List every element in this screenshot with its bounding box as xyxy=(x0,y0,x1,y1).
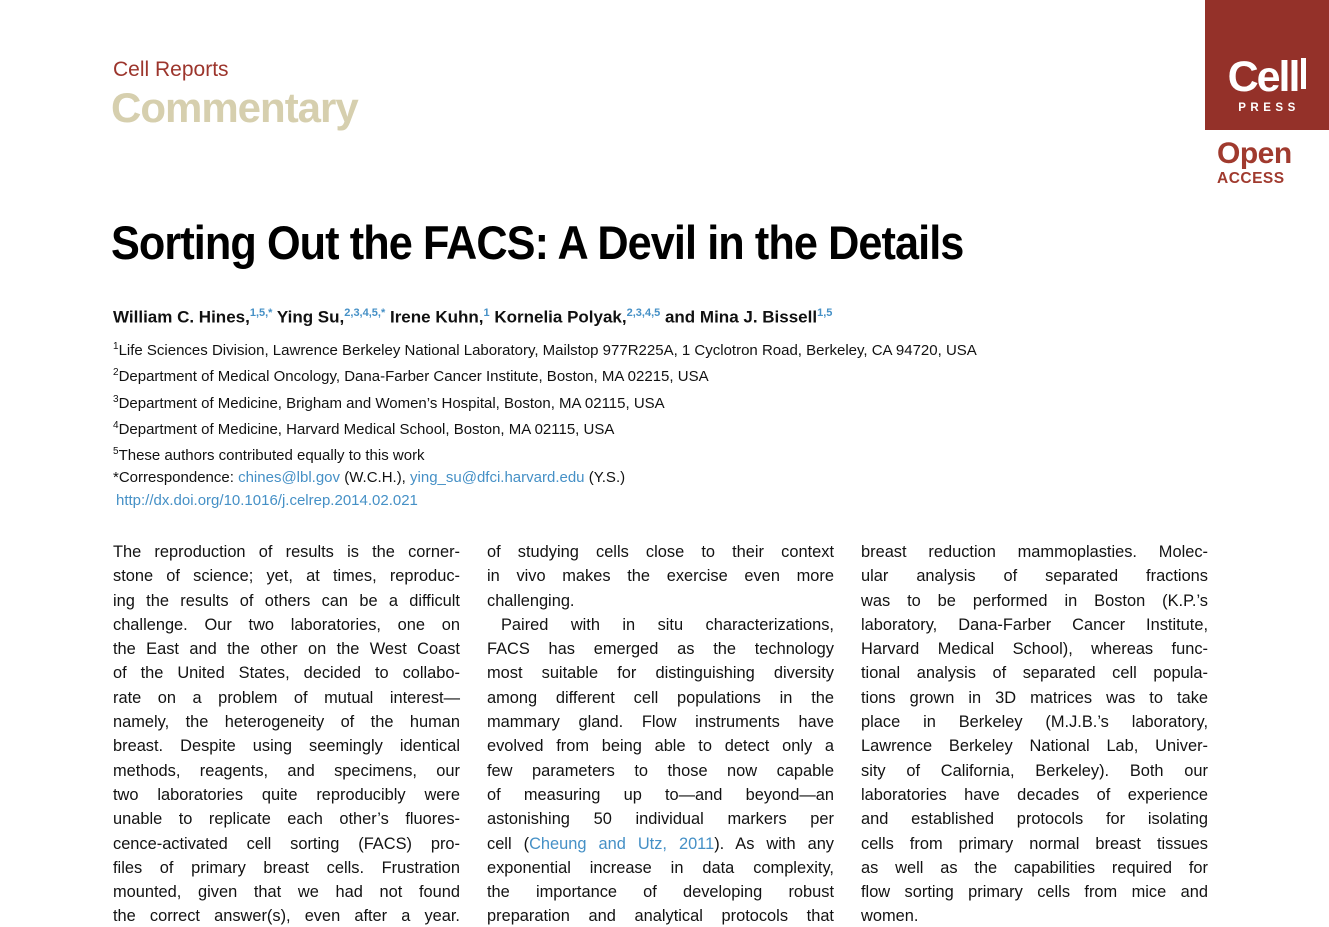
text-line: two laboratories quite reproducibly were xyxy=(113,785,460,804)
text-line: of measuring up to—and beyond—an xyxy=(487,785,834,804)
text-line: The reproduction of results is the corner- xyxy=(113,543,460,561)
author-superscript: 1,5 xyxy=(817,307,833,319)
cell-wordmark-text: Cell xyxy=(1227,53,1299,101)
text-line: flow sorting primary cells from mice and xyxy=(861,883,1208,902)
press-label: PRESS xyxy=(1238,102,1300,114)
text-fragment: ). As with any xyxy=(714,834,835,853)
article-type-label: Commentary xyxy=(111,84,358,131)
author-name: Irene Kuhn, xyxy=(385,307,484,327)
text-line: Harvard Medical School), whereas func- xyxy=(861,640,1208,659)
text-line: unable to replicate each other’s fluores- xyxy=(113,810,460,829)
text-line: stone of science; yet, at times, reproduc- xyxy=(113,567,460,586)
text-line: laboratory, Dana-Farber Cancer Institute, xyxy=(861,615,1208,634)
text-line: of the United States, decided to collabo- xyxy=(113,664,460,683)
text-line: files of primary breast cells. Frustration xyxy=(113,858,460,877)
affiliation-text: Department of Medicine, Brigham and Women’s Hospital, Boston, MA 02115, USA xyxy=(118,394,665,412)
cell-wordmark xyxy=(1205,53,1329,101)
text-line: ular analysis of separated fractions xyxy=(861,567,1208,586)
text-line: exponential increase in data complexity, xyxy=(487,858,834,877)
correspondence-text: *Correspondence: xyxy=(113,469,239,487)
doi-link[interactable]: http://dx.doi.org/10.1016/j.celrep.2014.02.021 xyxy=(116,491,418,509)
affiliation-line xyxy=(113,415,977,441)
text-line: namely, the heterogeneity of the human xyxy=(113,713,460,732)
author-name: Ying Su, xyxy=(272,307,345,327)
frontmatter xyxy=(113,336,977,512)
text-line: the East and the other on the West Coast xyxy=(113,640,460,659)
affiliation-line xyxy=(113,441,977,467)
text-line: rate on a problem of mutual interest— xyxy=(113,688,460,707)
text-line: few parameters to those now capable xyxy=(487,761,834,780)
affiliation-line xyxy=(113,362,977,388)
affiliation-text: These authors contributed equally to this work xyxy=(118,447,425,465)
affiliation-text: Department of Medical Oncology, Dana-Farber Cancer Institute, Boston, MA 02215, USA xyxy=(118,368,709,386)
text-line: tional analysis of separated cell popula- xyxy=(861,664,1208,683)
author-superscript: 1 xyxy=(483,307,490,319)
open-access-badge xyxy=(1217,138,1292,188)
text-line: cells from primary normal breast tissues xyxy=(861,834,1208,853)
text-line: women. xyxy=(861,907,919,926)
text-line: as well as the capabilities required for xyxy=(861,858,1208,877)
text-line: Paired with in situ characterizations, xyxy=(501,615,834,634)
text-line: ing the results of others can be a difficult xyxy=(113,591,460,610)
body-column-1 xyxy=(113,540,460,927)
affiliation-superscript: 1 xyxy=(113,341,119,352)
authors-line xyxy=(113,307,832,328)
cellpress-logo xyxy=(1205,0,1329,130)
text-line: laboratories have decades of experience xyxy=(861,785,1208,804)
text-line: mounted, given that we had not found xyxy=(113,883,460,902)
affiliation-superscript: 4 xyxy=(113,419,119,431)
text-line: in vivo makes the exercise even more xyxy=(487,567,834,586)
author-name: and Mina J. Bissell xyxy=(660,307,818,327)
cell-logo-bar-icon xyxy=(1301,58,1306,89)
text-line: the correct answer(s), even after a year. xyxy=(113,907,460,926)
correspondence-line xyxy=(113,467,977,489)
affiliation-line xyxy=(113,336,977,362)
author-name: Kornelia Polyak, xyxy=(489,307,627,327)
email-link[interactable]: chines@lbl.gov xyxy=(238,469,341,487)
affiliation-text: Department of Medicine, Harvard Medical School, Boston, MA 02115, USA xyxy=(118,420,615,438)
text-line: place in Berkeley (M.J.B.’s laboratory, xyxy=(861,713,1208,732)
journal-name: Cell Reports xyxy=(113,58,229,81)
text-line: evolved from being able to detect only a xyxy=(487,737,834,756)
body-columns xyxy=(113,540,1208,927)
affiliation-superscript: 3 xyxy=(113,393,119,405)
access-label: ACCESS xyxy=(1217,169,1285,187)
text-line: mammary gland. Flow instruments have xyxy=(487,713,834,732)
text-line: breast reduction mammoplasties. Molec- xyxy=(861,543,1208,561)
body-column-2 xyxy=(487,540,834,927)
correspondence-text: (W.C.H.), xyxy=(340,469,411,487)
open-label: Open xyxy=(1217,137,1292,170)
text-line: was to be performed in Boston (K.P.’s xyxy=(861,591,1208,610)
body-column-3 xyxy=(861,540,1208,927)
text-line xyxy=(487,832,834,856)
article-title: Sorting Out the FACS: A Devil in the Details xyxy=(111,216,964,269)
text-line: challenging. xyxy=(487,591,575,610)
affiliation-text: Life Sciences Division, Lawrence Berkeley National Laboratory, Mailstop 977R225A, 1 Cyclotron Road, Berkeley, CA 94720, USA xyxy=(118,342,977,359)
text-line: of studying cells close to their context xyxy=(487,543,834,561)
text-line: astonishing 50 individual markers per xyxy=(487,810,834,829)
affiliations xyxy=(113,336,977,467)
author-superscript: 2,3,4,5,* xyxy=(344,307,386,319)
affiliation-superscript: 5 xyxy=(113,446,119,458)
doi-line xyxy=(113,490,977,512)
text-line: challenge. Our two laboratories, one on xyxy=(113,615,460,634)
text-line: tions grown in 3D matrices was to take xyxy=(861,688,1208,707)
correspondence-text: (Y.S.) xyxy=(584,469,626,487)
text-line: most suitable for distinguishing diversity xyxy=(487,664,834,683)
text-line: breast. Despite using seemingly identical xyxy=(113,737,460,756)
text-line: the importance of developing robust xyxy=(487,883,834,902)
author-superscript: 2,3,4,5 xyxy=(626,307,661,319)
affiliation-superscript: 2 xyxy=(113,367,119,379)
affiliation-line xyxy=(113,389,977,415)
text-line: preparation and analytical protocols that xyxy=(487,907,834,926)
text-line: cence-activated cell sorting (FACS) pro- xyxy=(113,834,460,853)
text-line: sity of California, Berkeley). Both our xyxy=(861,761,1208,780)
text-line: methods, reagents, and specimens, our xyxy=(113,761,460,780)
text-line: among different cell populations in the xyxy=(487,688,834,707)
text-line: and established protocols for isolating xyxy=(861,810,1208,829)
author-name: William C. Hines, xyxy=(113,307,250,327)
citation-link[interactable]: Cheung and Utz, 2011 xyxy=(529,834,715,853)
text-line: Lawrence Berkeley National Lab, Univer- xyxy=(861,737,1208,756)
text-line: FACS has emerged as the technology xyxy=(487,640,834,659)
author-superscript: 1,5,* xyxy=(249,307,273,319)
email-link[interactable]: ying_su@dfci.harvard.edu xyxy=(410,469,585,487)
text-fragment: cell ( xyxy=(487,834,530,853)
